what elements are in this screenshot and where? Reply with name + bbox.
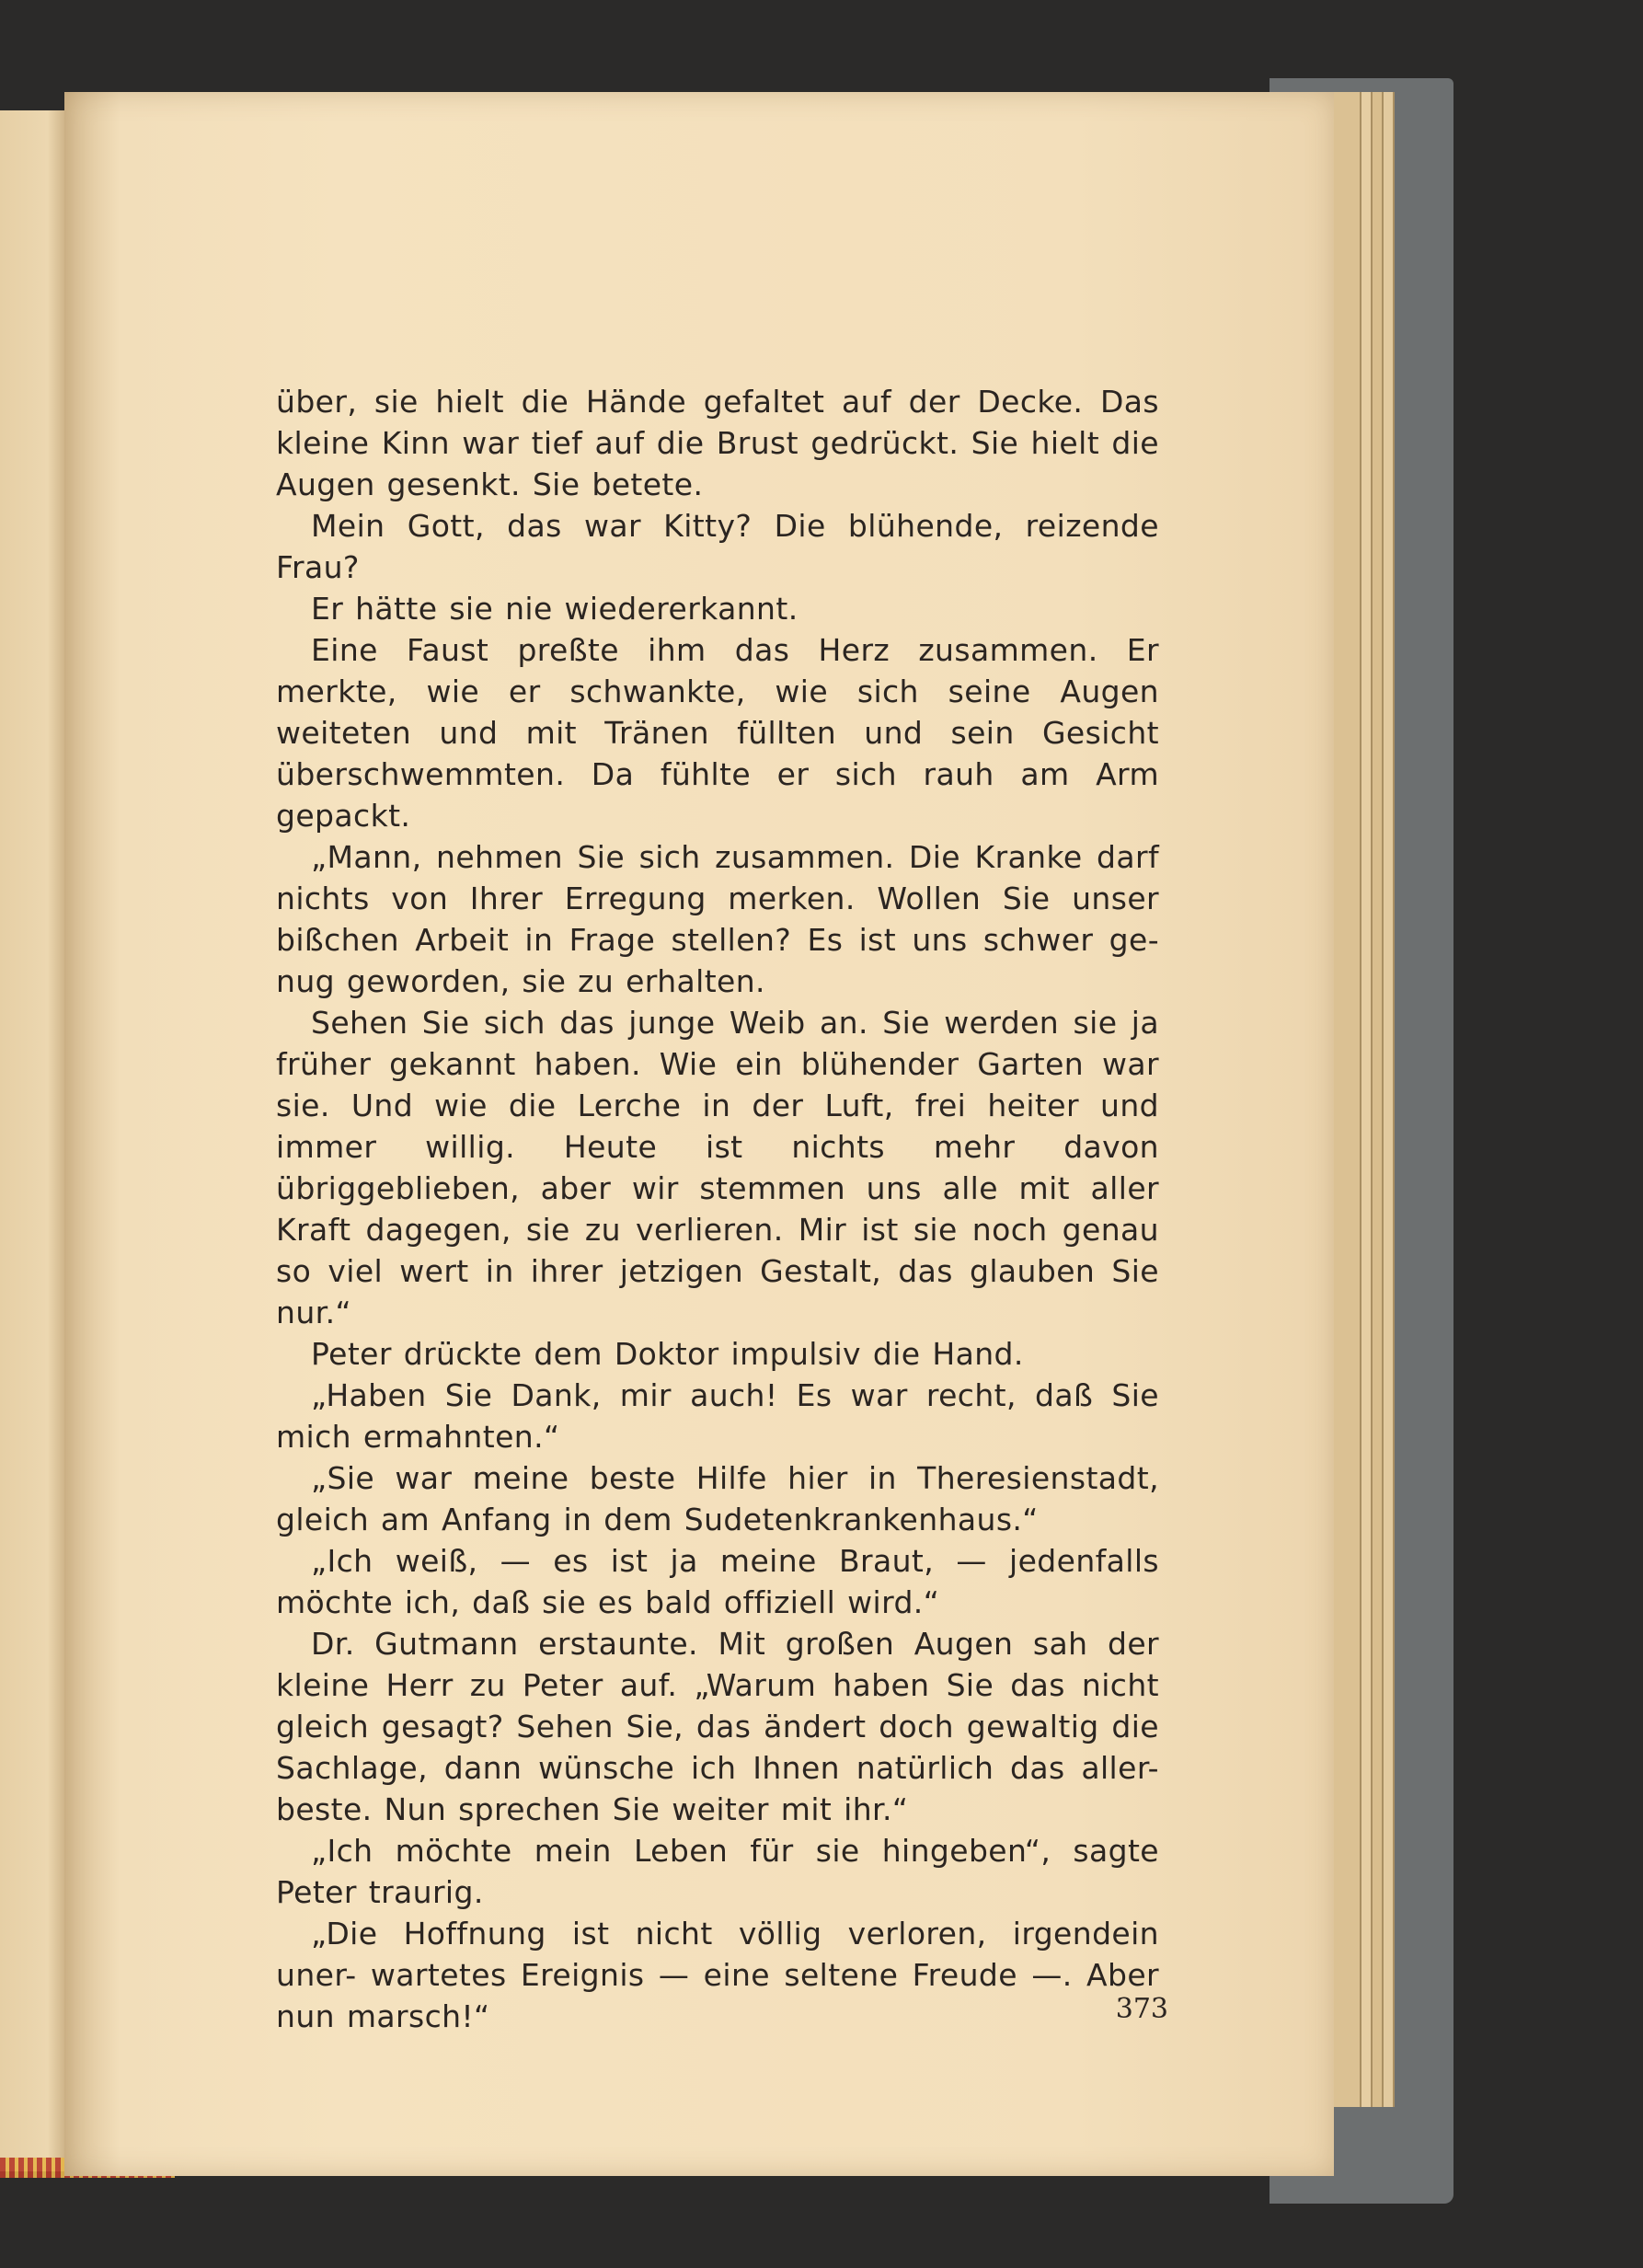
paragraph: „Ich möchte mein Leben für sie hingeben“, sagte Peter traurig. <box>276 1833 1159 1910</box>
paragraph: Sehen Sie sich das junge Weib an. Sie werden sie ja früher gekannt haben. Wie ein blühender Garten war sie. Und wie die Lerche in der Luft, frei heiter und immer willig. Heute ist nichts mehr davon übriggeblieben, aber wir stemmen uns alle mit aller Kraft dagegen, sie zu verlieren. Mir ist sie noch genau so viel wert in ihrer jetzigen Gestalt, das glauben Sie nur.“ <box>276 1005 1159 1330</box>
book-page <box>64 92 1334 2176</box>
paragraph: „Sie war meine beste Hilfe hier in Theresienstadt, gleich am Anfang in dem Sudetenkrankenhaus.“ <box>276 1460 1159 1537</box>
paragraph: Er hätte sie nie wiedererkannt. <box>311 591 799 627</box>
paragraph: Dr. Gutmann erstaunte. Mit großen Augen sah der kleine Herr zu Peter auf. „Warum haben Sie das nicht gleich gesagt? Sehen Sie, das ändert doch gewaltig die Sachlage, dann wünsche ich Ihnen natürlich das aller- beste. Nun sprechen Sie weiter mit ihr.“ <box>276 1626 1159 1827</box>
paragraph: „Mann, nehmen Sie sich zusammen. Die Kranke darf nichts von Ihrer Erregung merken. Wollen Sie unser bißchen Arbeit in Frage stellen? Es ist uns schwer ge- nug geworden, sie zu erhalten. <box>276 839 1159 999</box>
paragraph: „Haben Sie Dank, mir auch! Es war recht, daß Sie mich ermahnten.“ <box>276 1377 1159 1455</box>
previous-page-edge <box>0 110 68 2171</box>
paragraph: „Ich weiß, — es ist ja meine Braut, — jedenfalls möchte ich, daß sie es bald offiziell wird.“ <box>276 1543 1159 1620</box>
page-number: 373 <box>1115 1993 1168 2025</box>
paragraph: „Die Hoffnung ist nicht völlig verloren, irgendein uner- wartetes Ereignis — eine seltene Freude —. Aber nun marsch!“ <box>276 1916 1159 2034</box>
paragraph: Eine Faust preßte ihm das Herz zusammen. Er merkte, wie er schwankte, wie sich seine Augen weiteten und mit Tränen füllten und sein Gesicht überschwemmten. Da fühlte er sich rauh am Arm gepackt. <box>276 632 1159 834</box>
page-text <box>276 381 1159 2037</box>
paragraph: Mein Gott, das war Kitty? Die blühende, reizende Frau? <box>276 508 1159 585</box>
paragraph: über, sie hielt die Hände gefaltet auf der Decke. Das kleine Kinn war tief auf die Brust gedrückt. Sie hielt die Augen gesenkt. Sie betete. <box>276 384 1159 502</box>
paragraph: Peter drückte dem Doktor impulsiv die Hand. <box>311 1336 1024 1372</box>
